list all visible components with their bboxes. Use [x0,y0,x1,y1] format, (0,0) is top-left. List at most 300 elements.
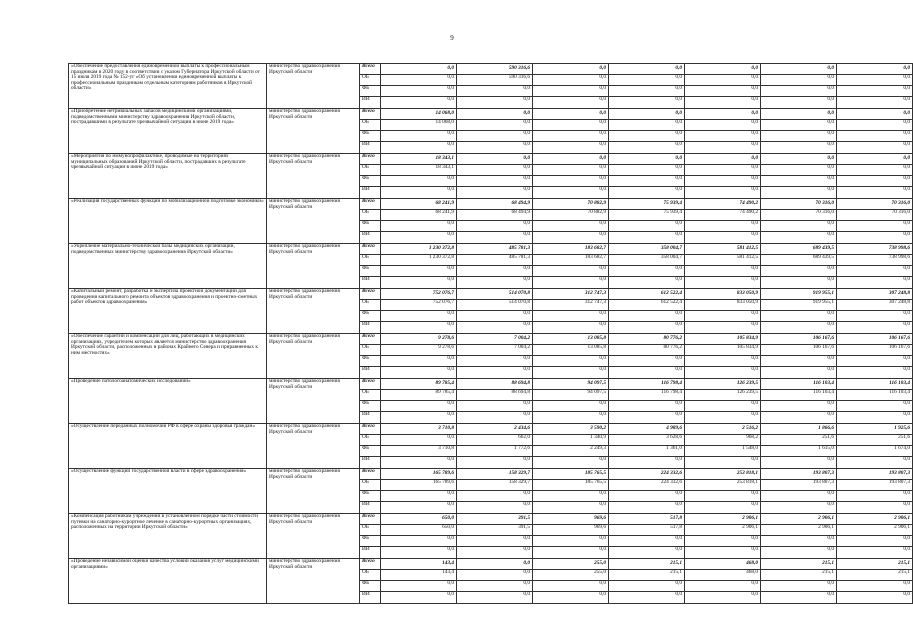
amount-cell: 581 412,5 [685,255,761,266]
funding-source: ОБ [360,120,381,131]
amount-cell: 0,0 [837,232,913,244]
funding-source: ФБ [360,311,381,322]
amount-cell: 0,0 [381,131,457,142]
amount-cell: 0,0 [609,412,685,424]
amount-cell: 0,0 [381,176,457,187]
amount-cell: 2 906,1 [837,514,913,525]
funding-source: Всего [360,64,381,75]
amount-cell: 0,0 [837,64,913,75]
amount-cell: 0,0 [685,142,761,154]
amount-cell: 116 798,4 [609,379,685,390]
amount-cell: 0,0 [381,367,457,379]
amount-cell: 251,6 [837,435,913,446]
amount-cell: 0,0 [381,502,457,514]
funding-source: Всего [360,109,381,120]
amount-cell: 0,0 [381,97,457,109]
amount-cell: 255,0 [533,559,609,570]
amount-cell: 0,0 [533,120,609,131]
amount-cell: 0,0 [457,176,533,187]
amount-cell: 0,0 [609,187,685,199]
amount-cell: 2 906,1 [685,525,761,536]
executor: министерство здравоохранения Иркутской области [267,379,360,424]
amount-cell: 0,0 [761,221,837,232]
amount-cell: 1 548,0 [685,446,761,457]
funding-source: Всего [360,244,381,255]
amount-cell: 215,1 [609,559,685,570]
amount-cell: 0,0 [837,97,913,109]
amount-cell: 0,0 [609,367,685,379]
funding-source: ИИ [360,367,381,379]
amount-cell: 0,0 [837,356,913,367]
amount-cell: 0,0 [837,322,913,334]
amount-cell: 193 807,3 [837,469,913,480]
amount-cell: 0,0 [533,491,609,502]
amount-cell: 0,0 [533,97,609,109]
funding-source: Всего [360,154,381,165]
funding-source: ИИ [360,457,381,469]
amount-cell: 0,0 [457,356,533,367]
amount-cell: 650,0 [381,525,457,536]
table-row [69,424,913,435]
amount-cell: 0,0 [533,266,609,277]
amount-cell: 689 439,5 [761,244,837,255]
funding-source: ИИ [360,232,381,244]
table-row [69,334,913,345]
amount-cell: 0,0 [457,570,533,581]
executor: министерство здравоохранения Иркутской области [267,424,360,469]
funding-source: ОБ [360,165,381,176]
amount-cell: 80 776,2 [609,334,685,345]
amount-cell: 7 004,2 [457,345,533,356]
amount-cell: 116 798,4 [609,390,685,401]
amount-cell: 116 103,4 [761,390,837,401]
amount-cell: 165 789,6 [381,480,457,491]
amount-cell: 0,0 [685,266,761,277]
amount-cell: 0,0 [761,536,837,547]
executor: министерство здравоохранения Иркутской области [267,244,360,289]
amount-cell: 1 866,6 [761,424,837,435]
amount-cell: 13 085,8 [533,345,609,356]
amount-cell: 116 103,4 [761,379,837,390]
amount-cell: 0,0 [685,367,761,379]
amount-cell: 0,0 [685,232,761,244]
funding-source: ФБ [360,536,381,547]
amount-cell: 0,0 [381,457,457,469]
amount-cell: 752 076,7 [381,289,457,300]
amount-cell: 0,0 [381,491,457,502]
amount-cell: 0,0 [837,266,913,277]
executor: министерство здравоохранения Иркутской области [267,109,360,154]
amount-cell: 0,0 [533,322,609,334]
amount-cell: 1 340,9 [533,435,609,446]
measure-name: «Укрепление материально-технической базы медицинских организаций, подведомственных министерству здравоохранения Иркутской области» [69,244,267,289]
executor: министерство здравоохранения Иркутской области [267,64,360,109]
table-row [69,154,913,165]
funding-source: Всего [360,334,381,345]
measure-name: «Проведение патологоанатомических исследований» [69,379,267,424]
amount-cell: 0,0 [609,221,685,232]
measure-name: «Компенсация работникам учреждений в установленном порядке части стоимости путевки на санаторно-курортное лечение в санаторно-курортных организациях, расположенных на территории Иркутской области» [69,514,267,559]
amount-cell: 1 772,6 [457,446,533,457]
amount-cell: 0,0 [381,75,457,86]
funding-source: Всего [360,469,381,480]
amount-cell: 0,0 [457,266,533,277]
amount-cell: 215,1 [837,570,913,581]
amount-cell: 312 747,3 [533,289,609,300]
amount-cell: 590 316,6 [457,64,533,75]
amount-cell: 0,0 [837,142,913,154]
amount-cell: 88 694,8 [457,379,533,390]
amount-cell: 0,0 [457,367,533,379]
amount-cell: 0,0 [381,547,457,559]
funding-source: Всего [360,424,381,435]
amount-cell: 0,0 [685,109,761,120]
amount-cell: 215,1 [609,570,685,581]
amount-cell: 0,0 [761,502,837,514]
measure-name: «Осуществление переданных полномочий РФ в сфере охраны здоровья граждан» [69,424,267,469]
page-number: 9 [450,34,454,42]
amount-cell: 307 248,8 [837,289,913,300]
amount-cell: 0,0 [837,502,913,514]
amount-cell: 0,0 [381,86,457,97]
amount-cell: 0,0 [761,266,837,277]
amount-cell: 0,0 [609,356,685,367]
funding-source: ОБ [360,300,381,311]
amount-cell: 0,0 [381,322,457,334]
amount-cell: 0,0 [457,401,533,412]
amount-cell: 0,0 [533,86,609,97]
amount-cell: 0,0 [761,311,837,322]
funding-source: ФБ [360,491,381,502]
amount-cell: 0,0 [533,547,609,559]
amount-cell: 75 939,4 [609,210,685,221]
measure-name: «Обеспечение предоставления единовременной выплаты к профессиональным праздникам в 2020 году в соответствии с указом Губернатора Иркутской области от 15 июля 2019 года № 152-уг «Об установлении единовременной выплаты к профессиональным праздникам отдельным категориям работников в Иркутской области» [69,64,267,109]
amount-cell: 7 004,2 [457,334,533,345]
amount-cell: 0,0 [533,131,609,142]
amount-cell: 106 167,6 [837,334,913,345]
amount-cell: 0,0 [609,581,685,592]
amount-cell: 969,6 [533,514,609,525]
amount-cell: 9 278,6 [381,334,457,345]
amount-cell: 0,0 [381,64,457,75]
amount-cell: 514 070,8 [457,300,533,311]
funding-source: Всего [360,199,381,210]
table-row [69,289,913,300]
amount-cell: 662,0 [457,435,533,446]
amount-cell: 0,0 [761,120,837,131]
amount-cell: 0,0 [533,64,609,75]
amount-cell: 0,0 [609,277,685,289]
amount-cell: 9 278,6 [381,345,457,356]
amount-cell: 0,0 [609,75,685,86]
amount-cell: 0,0 [761,581,837,592]
amount-cell: 738 998,6 [837,255,913,266]
table-row [69,64,913,75]
measure-name: «Осуществление функций государственной власти в сфере здравоохранения» [69,469,267,514]
amount-cell: 4 989,6 [609,424,685,435]
amount-cell: 0,0 [457,457,533,469]
measure-name: «Мероприятия по иммунопрофилактике, проводимые на территориях муниципальных образований Иркутской области, пострадавших в результате чрезвычайной ситуации в июне 2019 года» [69,154,267,199]
amount-cell: 193 807,3 [837,480,913,491]
funding-source: ОБ [360,75,381,86]
amount-cell: 0,0 [685,592,761,604]
amount-cell: 105 834,9 [685,334,761,345]
amount-cell: 0,0 [457,131,533,142]
amount-cell: 0,0 [533,592,609,604]
funding-source: ОБ [360,570,381,581]
amount-cell: 215,1 [761,559,837,570]
amount-cell: 307 248,8 [837,300,913,311]
amount-cell: 183 682,7 [533,244,609,255]
funding-source: ФБ [360,266,381,277]
amount-cell: 0,0 [457,120,533,131]
executor: министерство здравоохранения Иркутской области [267,199,360,244]
amount-cell: 0,0 [609,109,685,120]
amount-cell: 514 070,8 [457,289,533,300]
amount-cell: 0,0 [609,142,685,154]
amount-cell: 2 906,1 [761,525,837,536]
funding-source: ФБ [360,221,381,232]
funding-source: Всего [360,514,381,525]
amount-cell: 0,0 [685,187,761,199]
amount-cell: 0,0 [837,277,913,289]
amount-cell: 0,0 [381,221,457,232]
table-row [69,469,913,480]
amount-cell: 358 004,7 [609,244,685,255]
amount-cell: 0,0 [533,502,609,514]
executor: министерство здравоохранения Иркутской области [267,559,360,604]
amount-cell: 3 710,8 [381,424,457,435]
amount-cell: 143,4 [381,570,457,581]
amount-cell: 0,0 [381,311,457,322]
amount-cell: 70 316,0 [761,199,837,210]
amount-cell: 0,0 [457,154,533,165]
amount-cell: 0,0 [457,97,533,109]
funding-source: ИИ [360,97,381,109]
amount-cell: 0,0 [381,592,457,604]
amount-cell: 0,0 [381,142,457,154]
amount-cell: 0,0 [837,401,913,412]
table-row [69,514,913,525]
amount-cell: 0,0 [685,311,761,322]
amount-cell: 0,0 [837,221,913,232]
amount-cell: 2 906,1 [837,525,913,536]
table-row [69,199,913,210]
amount-cell: 14 068,0 [381,109,457,120]
funding-source: Всего [360,379,381,390]
amount-cell: 0,0 [533,109,609,120]
amount-cell: 0,0 [381,232,457,244]
amount-cell: 0,0 [685,97,761,109]
amount-cell: 224 332,6 [609,469,685,480]
funding-source: ИИ [360,187,381,199]
amount-cell: 968,2 [685,435,761,446]
funding-source: ФБ [360,86,381,97]
amount-cell: 13 085,8 [533,334,609,345]
amount-cell: 0,0 [761,109,837,120]
amount-cell: 0,0 [609,97,685,109]
funding-source: ОБ [360,255,381,266]
amount-cell: 833 050,9 [685,300,761,311]
amount-cell: 106 167,6 [761,345,837,356]
funding-source: ФБ [360,356,381,367]
amount-cell: 0,0 [685,356,761,367]
amount-cell: 94 097,5 [533,390,609,401]
amount-cell: 0,0 [837,536,913,547]
amount-cell: 0,0 [837,592,913,604]
measure-name: «Приобретение нетривиальных запасов медицинскими организациями, подведомственными министерству здравоохранения Иркутской области, пострадавшими в результате чрезвычайной ситуации в июне 2019 года» [69,109,267,154]
amount-cell: 126 239,5 [685,379,761,390]
amount-cell: 80 776,2 [609,345,685,356]
amount-cell: 468,0 [685,559,761,570]
amount-cell: 0,0 [381,412,457,424]
amount-cell: 0,0 [837,311,913,322]
amount-cell: 0,0 [609,232,685,244]
amount-cell: 0,0 [685,502,761,514]
amount-cell: 0,0 [685,64,761,75]
amount-cell: 919 955,1 [761,289,837,300]
amount-cell: 0,0 [609,86,685,97]
amount-cell: 0,0 [533,176,609,187]
amount-cell: 0,0 [837,120,913,131]
amount-cell: 0,0 [685,457,761,469]
amount-cell: 0,0 [761,412,837,424]
amount-cell: 0,0 [457,165,533,176]
amount-cell: 74 490,2 [685,199,761,210]
amount-cell: 185 765,5 [533,480,609,491]
amount-cell: 106 167,6 [837,345,913,356]
table-row [69,379,913,390]
amount-cell: 0,0 [761,277,837,289]
amount-cell: 70 316,0 [837,199,913,210]
amount-cell: 0,0 [457,547,533,559]
amount-cell: 0,0 [533,187,609,199]
funding-source: ИИ [360,277,381,289]
funding-source: ИИ [360,547,381,559]
amount-cell: 391,5 [457,514,533,525]
amount-cell: 0,0 [685,322,761,334]
amount-cell: 183 682,7 [533,255,609,266]
amount-cell: 68 494,9 [457,210,533,221]
measure-name: «Реализация государственных функций по мобилизационной подготовке экономики» [69,199,267,244]
amount-cell: 2 434,6 [457,424,533,435]
amount-cell: 0,0 [837,367,913,379]
amount-cell: 0,0 [457,322,533,334]
funding-source: ОБ [360,390,381,401]
amount-cell: 0,0 [837,187,913,199]
amount-cell: 75 939,4 [609,199,685,210]
amount-cell: 1 674,0 [837,446,913,457]
amount-cell: 0,0 [761,592,837,604]
amount-cell: 0,0 [685,165,761,176]
amount-cell: 255,0 [533,570,609,581]
amount-cell: 0,0 [837,131,913,142]
executor: министерство здравоохранения Иркутской области [267,469,360,514]
amount-cell: 3 710,8 [381,446,457,457]
amount-cell: 0,0 [381,266,457,277]
budget-table [68,63,913,604]
amount-cell: 0,0 [533,581,609,592]
amount-cell: 0,0 [381,581,457,592]
amount-cell: 0,0 [761,187,837,199]
amount-cell: 224 332,6 [609,480,685,491]
amount-cell: 0,0 [837,109,913,120]
amount-cell: 833 050,9 [685,289,761,300]
amount-cell: 0,0 [381,401,457,412]
amount-cell: 0,0 [457,592,533,604]
amount-cell: 0,0 [533,412,609,424]
amount-cell: 68 494,9 [457,199,533,210]
amount-cell: 0,0 [761,131,837,142]
amount-cell: 1 230 372,8 [381,255,457,266]
funding-source: ОБ [360,345,381,356]
amount-cell: 0,0 [457,232,533,244]
amount-cell: 0,0 [685,176,761,187]
amount-cell: 2 249,3 [533,446,609,457]
amount-cell: 0,0 [837,86,913,97]
amount-cell: 0,0 [381,277,457,289]
amount-cell: 0,0 [761,232,837,244]
funding-source: ИИ [360,502,381,514]
amount-cell: 0,0 [761,491,837,502]
amount-cell: 0,0 [837,176,913,187]
amount-cell: 70 316,0 [837,210,913,221]
amount-cell: 185 765,5 [533,469,609,480]
amount-cell: 0,0 [381,536,457,547]
executor: министерство здравоохранения Иркутской области [267,154,360,199]
amount-cell: 0,0 [533,367,609,379]
executor: министерство здравоохранения Иркутской области [267,334,360,379]
amount-cell: 0,0 [761,457,837,469]
amount-cell: 116 103,4 [837,390,913,401]
amount-cell: 0,0 [533,536,609,547]
amount-cell: 74 490,2 [685,210,761,221]
amount-cell: 517,8 [609,525,685,536]
funding-source: ОБ [360,210,381,221]
amount-cell: 0,0 [457,86,533,97]
amount-cell: 0,0 [609,401,685,412]
amount-cell: 0,0 [837,412,913,424]
amount-cell: 0,0 [533,75,609,86]
amount-cell: 590 316,6 [457,75,533,86]
amount-cell: 105 834,9 [685,345,761,356]
amount-cell: 70 316,0 [761,210,837,221]
amount-cell: 0,0 [533,142,609,154]
amount-cell: 0,0 [685,86,761,97]
amount-cell: 18 343,1 [381,165,457,176]
amount-cell: 0,0 [609,311,685,322]
amount-cell: 0,0 [609,154,685,165]
amount-cell: 165 789,6 [381,469,457,480]
funding-source: ИИ [360,142,381,154]
amount-cell: 193 807,3 [761,469,837,480]
amount-cell: 0,0 [685,581,761,592]
amount-cell: 3 628,6 [609,435,685,446]
amount-cell: 0,0 [685,277,761,289]
amount-cell: 0,0 [457,502,533,514]
funding-source: ОБ [360,480,381,491]
amount-cell: 0,0 [609,457,685,469]
amount-cell: 0,0 [457,412,533,424]
funding-source: Всего [360,289,381,300]
amount-cell: 0,0 [381,435,457,446]
amount-cell: 0,0 [685,401,761,412]
amount-cell: 0,0 [533,221,609,232]
amount-cell: 70 882,9 [533,199,609,210]
amount-cell: 0,0 [609,165,685,176]
funding-source: ФБ [360,581,381,592]
amount-cell: 0,0 [609,266,685,277]
